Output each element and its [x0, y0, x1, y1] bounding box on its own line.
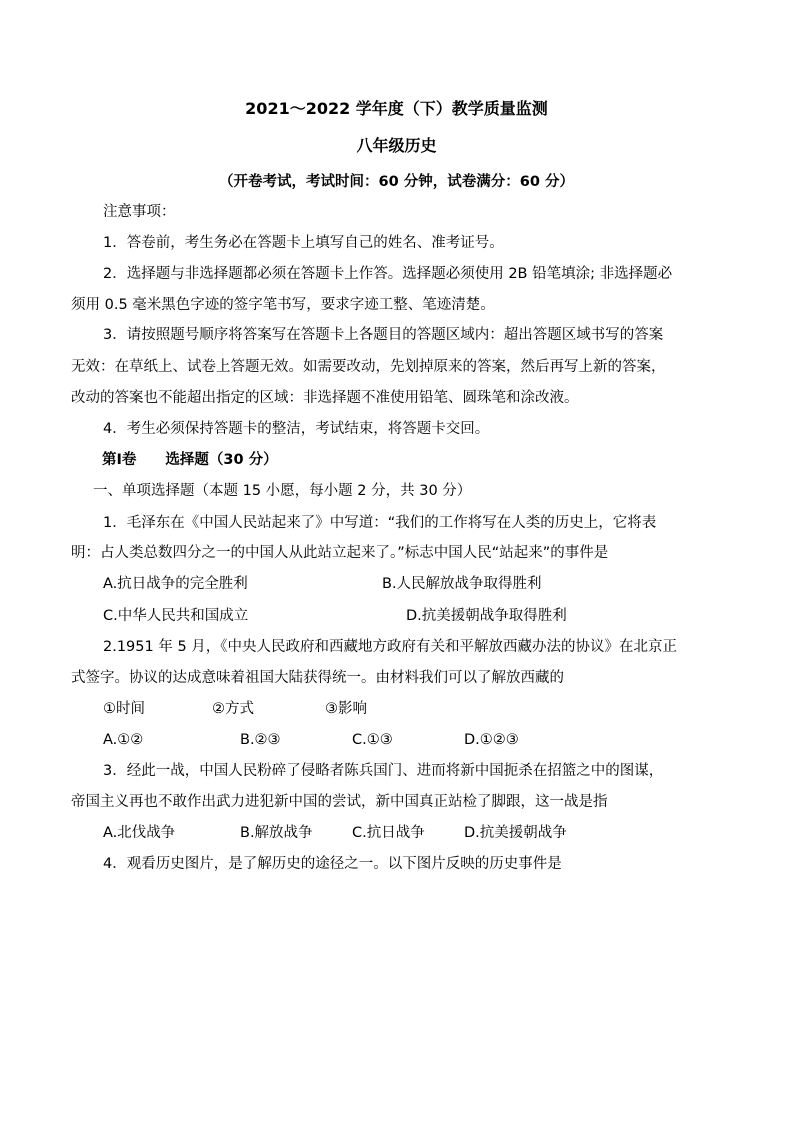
note-line: 无效：在草纸上、试卷上答题无效。如需要改动，先划掉原来的答案，然后再写上新的答案，: [71, 359, 666, 375]
question-2-option-d: D.①②③: [464, 732, 519, 748]
part-heading: 一、单项选择题（本题 15 小愿，每小题 2 分，共 30 分）: [93, 483, 472, 499]
question-2-option-b: B.②③: [240, 732, 281, 748]
question-1-stem: 明：占人类总数四分之一的中国人从此站立起来了。”标志中国人民“站起来”的事件是: [71, 545, 609, 561]
question-2-item-3: ③影响: [325, 701, 367, 717]
note-line: 4．考生必须保持答题卡的整洁，考试结束，将答题卡交回。: [103, 421, 490, 437]
question-2-stem: 2.1951 年 5 月，《中央人民政府和西藏地方政府有关和平解放西藏办法的协议》在北京正: [103, 639, 678, 655]
exam-title: 2021～2022 学年度（下）教学质量监测: [245, 99, 548, 118]
question-1-option-d: D.抗美援朝战争取得胜利: [406, 608, 567, 624]
note-line: 改动的答案也不能超出指定的区域：非选择题不准使用铅笔、圆珠笔和涂改液。: [71, 390, 579, 406]
question-3-option-d: D.抗美援朝战争: [464, 825, 567, 841]
question-2-option-c: C.①③: [352, 732, 393, 748]
question-1-option-a: A.抗日战争的完全胜利: [103, 576, 248, 592]
question-4-stem: 4．观看历史图片，是了解历史的途径之一。以下图片反映的历史事件是: [103, 856, 562, 872]
question-1-stem: 1．毛泽东在《中国人民站起来了》中写道：“我们的工作将写在人类的历史上，它将表: [103, 515, 657, 531]
note-line: 1．答卷前，考生务必在答题卡上填写自己的姓名、准考证号。: [103, 235, 504, 251]
question-2-stem: 式签字。协议的达成意味着祖国大陆获得统一。由材料我们可以了解放西藏的: [71, 670, 564, 686]
question-3-option-c: C.抗日战争: [352, 825, 425, 841]
note-line: 2．选择题与非选择题都必须在答题卡上作答。选择题必须使用 2B 铅笔填涂; 非选择题必: [103, 266, 673, 282]
notes-heading: 注意事项：: [103, 204, 176, 220]
question-3-option-b: B.解放战争: [240, 825, 313, 841]
section-heading: 第Ⅰ卷 选择题（30 分）: [102, 452, 278, 468]
question-2-item-2: ②方式: [212, 701, 254, 717]
note-line: 须用 0.5 毫米黑色字迹的签字笔书写，要求字迹工整、笔迹清楚。: [71, 297, 495, 313]
question-3-stem: 帝国主义再也不敢作出武力进犯新中国的尝试，新中国真正站检了脚跟，这一战是指: [71, 794, 608, 810]
question-3-option-a: A.北伐战争: [103, 825, 176, 841]
question-2-item-1: ①时间: [103, 701, 145, 717]
question-3-stem: 3．经此一战，中国人民粉碎了侵略者陈兵国门、进而将新中国扼杀在招篮之中的图谋，: [103, 763, 664, 779]
exam-info: （开卷考试，考试时间：60 分钟，试卷满分：60 分）: [219, 174, 574, 190]
subject-title: 八年级历史: [356, 136, 437, 155]
question-1-option-b: B.人民解放战争取得胜利: [382, 576, 542, 592]
note-line: 3．请按照题号顺序将答案写在答题卡上各题目的答题区域内：超出答题区域书写的答案: [103, 327, 664, 343]
question-2-option-a: A.①②: [103, 732, 144, 748]
question-1-option-c: C.中华人民共和国成立: [103, 608, 249, 624]
